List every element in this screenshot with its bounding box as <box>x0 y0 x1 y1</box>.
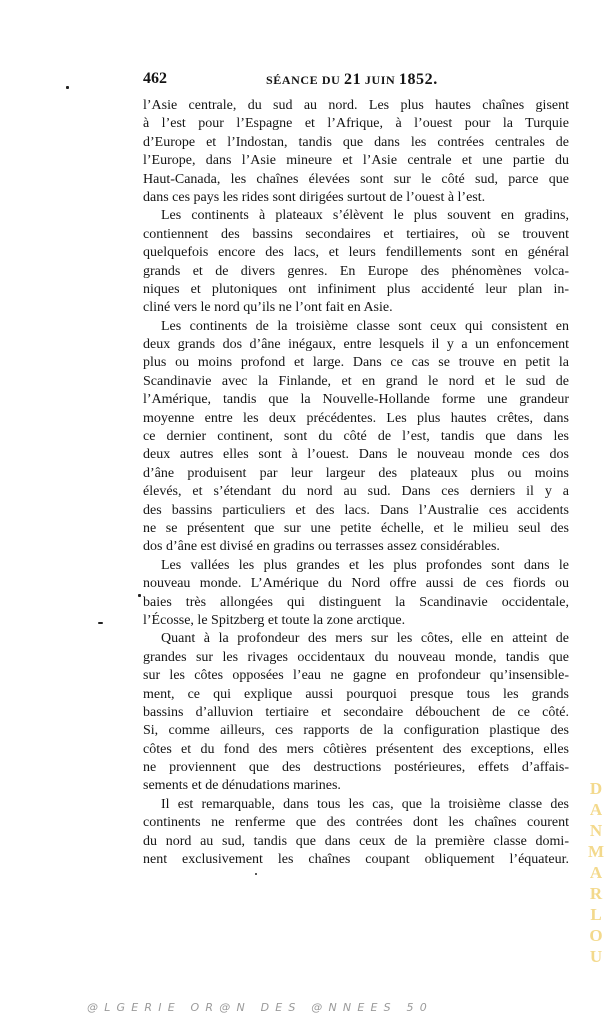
text-line: continents ne renferme que des contrées dont les chaînes courent <box>143 815 569 831</box>
text-line: plus ou moins profond et large. Dans ce cas se trouve en petit la <box>143 355 569 371</box>
text-line: d’Europe et l’Indostan, tandis que dans les contrées centrales de <box>143 134 569 150</box>
text-line: Les vallées les plus grandes et les plus profondes sont dans le <box>161 557 569 573</box>
text-line: quelquefois encore des lacs, et leurs fendillements sont en général <box>143 245 569 261</box>
running-head <box>266 71 438 89</box>
stamp-letter: O <box>589 926 603 945</box>
text-line: côtes et du fond des mers côtières présentent des exceptions, elles <box>143 741 569 757</box>
text-line: ne proviennent que des destructions postérieures, effets d’affais- <box>143 760 569 776</box>
text-line: Il est remarquable, dans tous les cas, que la troisième classe des <box>161 796 569 812</box>
text-line: à l’est pour l’Espagne et l’Afrique, à l’ouest pour la Turquie <box>143 116 569 132</box>
running-head-day: 21 <box>344 71 362 88</box>
text-line: bassins d’alluvion tertiaire et secondaire débouchent de ce côté. <box>143 704 569 720</box>
text-line: deux grands dos d’âne inégaux, entre lesquels il y a un enfoncement <box>143 337 569 353</box>
stamp-letter: A <box>589 800 603 819</box>
text-line: l’Amérique, tandis que la Nouvelle-Hollande forme une grandeur <box>143 392 569 408</box>
text-line: niques et plutoniques ont infiniment plus accidenté leur plan in- <box>143 281 569 297</box>
text-line: Scandinavie avec la Finlande, et en grand le nord et le sud de <box>143 373 569 389</box>
text-line: Si, comme ailleurs, ces rapports de la configuration plastique des <box>143 723 569 739</box>
running-head-prefix: SÉANCE DU <box>266 73 341 87</box>
ink-speck <box>138 594 141 597</box>
stamp-letter: M <box>587 842 605 861</box>
footer-watermark: @LGERIE OR@N DES @NNEES 50 <box>87 1001 433 1014</box>
text-line: ment, ce qui explique aussi pourquoi presque tous les grands <box>143 686 569 702</box>
text-line: deux autres elles sont à l’ouest. Dans le nouveau monde ces dos <box>143 447 569 463</box>
text-line: baies très allongées qui distinguent la Scandinavie occidentale, <box>143 594 569 610</box>
body-text <box>143 97 569 869</box>
page-header <box>143 70 443 90</box>
text-line: des bassins particuliers et des lacs. Dans l’Australie ces accidents <box>143 502 569 518</box>
text-line: l’Europe, dans l’Asie mineure et l’Asie centrale et une partie du <box>143 153 569 169</box>
ink-speck <box>255 873 257 875</box>
text-line: moyenne entre les deux précédentes. Les plus hautes crêtes, dans <box>143 410 569 426</box>
text-line: du nord au sud, tandis que dans ceux de la première classe domi- <box>143 833 569 849</box>
stamp-letter: L <box>590 905 602 924</box>
text-line: dans ces pays les rides sont dirigées surtout de l’ouest à l’est. <box>143 189 486 205</box>
ink-speck <box>66 86 69 89</box>
text-line: grandes sur les rivages occidentaux du nouveau monde, tandis que <box>143 649 569 665</box>
text-line: Les continents de la troisième classe sont ceux qui consistent en <box>161 318 569 334</box>
text-line: dos d’âne est divisé en gradins ou terrasses assez considérables. <box>143 539 500 555</box>
text-line: nent exclusivement les chaînes coupant obliquement l’équateur. <box>143 852 569 868</box>
running-head-month: JUIN <box>364 73 396 87</box>
text-line: grands et de divers genres. En Europe des phénomènes volca- <box>143 263 569 279</box>
stamp-letter: A <box>589 863 603 882</box>
text-line: ne se présentent que sur une petite échelle, et le milieu seul des <box>143 520 569 536</box>
text-line: Les continents à plateaux s’élèvent le plus souvent en gradins, <box>161 208 569 224</box>
running-head-year: 1852. <box>398 71 438 88</box>
text-line: ce dernier continent, sont du côté de l’est, tandis que dans les <box>143 429 569 445</box>
text-line: sur les côtes opposées l’eau ne gagne en profondeur qu’insensible- <box>143 668 569 684</box>
stamp-letter: U <box>589 947 603 966</box>
stamp-letter: N <box>589 821 603 840</box>
text-line: l’Écosse, le Spitzberg et toute la zone arctique. <box>143 612 406 628</box>
text-line: contiennent des bassins secondaires et tertiaires, où se trouvent <box>143 226 569 242</box>
danmarlou-stamp <box>585 778 607 967</box>
text-line: nouveau monde. L’Amérique du Nord offre aussi de ces fiords ou <box>143 576 569 592</box>
page-number: 462 <box>143 70 167 87</box>
stamp-letter: R <box>589 884 603 903</box>
ink-speck <box>98 622 103 624</box>
stamp-letter: D <box>589 779 603 798</box>
text-line: élevés, et s’étendant du nord au sud. Dans ces derniers il y a <box>143 484 569 500</box>
text-line: d’âne produisent par leur largeur des plateaux plus ou moins <box>143 465 569 481</box>
text-line: cliné vers le nord qu’ils ne l’ont fait en Asie. <box>143 300 393 316</box>
text-line: Quant à la profondeur des mers sur les côtes, elle en atteint de <box>161 631 569 647</box>
text-line: sements et de dénudations marines. <box>143 778 341 794</box>
text-line: l’Asie centrale, du sud au nord. Les plus hautes chaînes gisent <box>143 98 569 113</box>
text-line: Haut-Canada, les chaînes élevées sont sur le côté sud, parce que <box>143 171 569 187</box>
